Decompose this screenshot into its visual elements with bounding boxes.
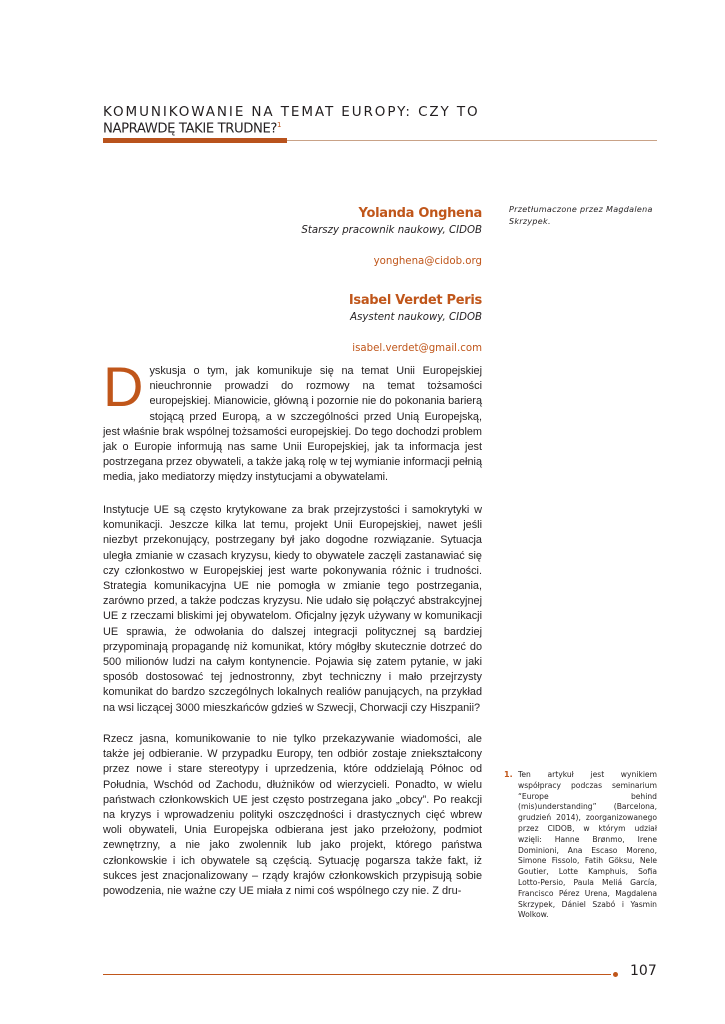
footer-dot-icon (613, 972, 618, 977)
author-email-link[interactable]: isabel.verdet@gmail.com (352, 343, 482, 354)
footnote-number: 1. (504, 770, 513, 779)
author-role: Starszy pracownik naukowy, CIDOB (301, 225, 482, 236)
drop-cap: D (103, 355, 144, 418)
paragraph-text: yskusja o tym, jak komunikuje się na temat Unii Europejskiej nieuchronnie prowadzi do rozmowy na temat tożsamości europejskiej. Mianowicie, główną i pozornie nie do pokonania barierą stojącą przed Europą, a w szczególności przed Unią Europejską, jest właśnie brak wspólnej tożsamości europejskiej. Do tego dochodzi problem jak o Europie informują nas same Unii Europejskiej, jak ta informacja jest postrzegana przez obywateli, a także jaką rolę w tej wymianie informacji pełnią media, jako mediatorzy między instytucjami a obywatelami. (103, 365, 482, 484)
author-block-2 (349, 293, 482, 354)
author-name: Yolanda Onghena (358, 206, 482, 221)
paragraph-text: Rzecz jasna, komunikowanie to nie tylko przekazywanie wiadomości, ale także jej odbieranie. W przypadku Europy, ten odbiór zostaje zniekształcony przez nowe i stare stereotypy i uprzedzenia, które oddzielają Północ od Południa, Wschód od Zachodu, dłużników od wierzycieli. Ponadto, w wielu państwach członkowskich UE jest często postrzegana jako „obcy”. Po reakcji na kryzys i wprowadzeniu polityki oszczędności i drastycznych cięć wbrew woli obywateli, Unia Europejska odbierana jest jako przełożony, podmiot zewnętrzny, a nie jako zwolennik lub jako projekt, którego państwa członkowskie i ich obywatele są częścią. Sytuację pogarsza także fakt, iż sukces jest znacjonalizowany – rządy krajów członkowskich przypisują sobie powodzenia, nie ważne czy UE miała z nimi coś wspólnego czy nie. Z dru- (103, 733, 482, 898)
title-rule-thin (287, 140, 657, 141)
title-rule-accent (103, 138, 287, 143)
body-paragraph-1 (103, 355, 482, 486)
body-paragraph-3 (103, 732, 482, 899)
footnote-1 (504, 770, 657, 921)
author-role: Asystent naukowy, CIDOB (350, 312, 482, 323)
footnote-text: Ten artykuł jest wynikiem współpracy podczas seminarium “Europe behind (mis)understanding” (Barcelona, grudzień 2014), zoorganizowanego przez CIDOB, w którym udział wzięli: Hanne Brønmo, Irene Dominioni, Ana Escaso Moreno, Simone Fissolo, Fatih Göksu, Nele Goutier, Lotte Kamphuis, Sofia Lotto-Persio, Paula Meliá García, Francisco Pérez Urena, Magdalena Skrzypek, Dániel Szabó i Yasmin Wolkow. (518, 770, 657, 920)
footer-rule (103, 974, 611, 975)
author-email-link[interactable]: yonghena@cidob.org (373, 256, 482, 267)
article-title-text: NAPRAWDĘ TAKIE TRUDNE? (103, 121, 278, 137)
author-name: Isabel Verdet Peris (348, 293, 482, 308)
paragraph-text: Instytucje UE są często krytykowane za brak przejrzystości i samokrytyki w komunikacji. Jeszcze kilka lat temu, projekt Unii Europejskiej, nawet jeśli niezbyt przekonujący, postrzegany był jako dogodne rozwiązanie. Sytuacja uległa zmianie w czasach kryzysu, kiedy to obywatele zaczęli zastanawiać się czy członkostwo w Europejskiej jest warte pokonywania różnic i trudności. Strategia komunikacyjna UE nie pomogła w zmianie tego postrzegania, zarówno przed, a także podczas kryzysu. Nie udało się połączyć abstrakcyjnej UE z rzeczami bliskimi jej obywatelom. Oficjalny język używany w komunikacji UE sprawia, że odwołania do dalszej integracji politycznej są bardziej przypominają propagandę niż komunikat, który mógłby skutecznie dotrzeć do 500 milionów ludzi na całym kontynencie. Pojawia się zatem pytanie, w jaki sposób dostosować tej jednostronny, zbyt techniczny i mało przejrzysty komunikat do bardzo szczególnych lokalnych realiów panujących, na przykład na wsi liczącej 3000 mieszkańców gdzieś w Szwecji, Chorwacji czy Hiszpanii? (103, 504, 482, 714)
title-footnote-ref[interactable]: 1 (277, 121, 282, 129)
article-title-line1: KOMUNIKOWANIE NA TEMAT EUROPY: CZY TO (103, 104, 480, 120)
author-block-1 (301, 206, 482, 267)
page-number: 107 (630, 963, 657, 979)
article-title-line2 (103, 121, 282, 136)
translator-note: Przetłumaczone przez Magdalena Skrzypek. (509, 205, 653, 226)
body-paragraph-2 (103, 503, 482, 716)
